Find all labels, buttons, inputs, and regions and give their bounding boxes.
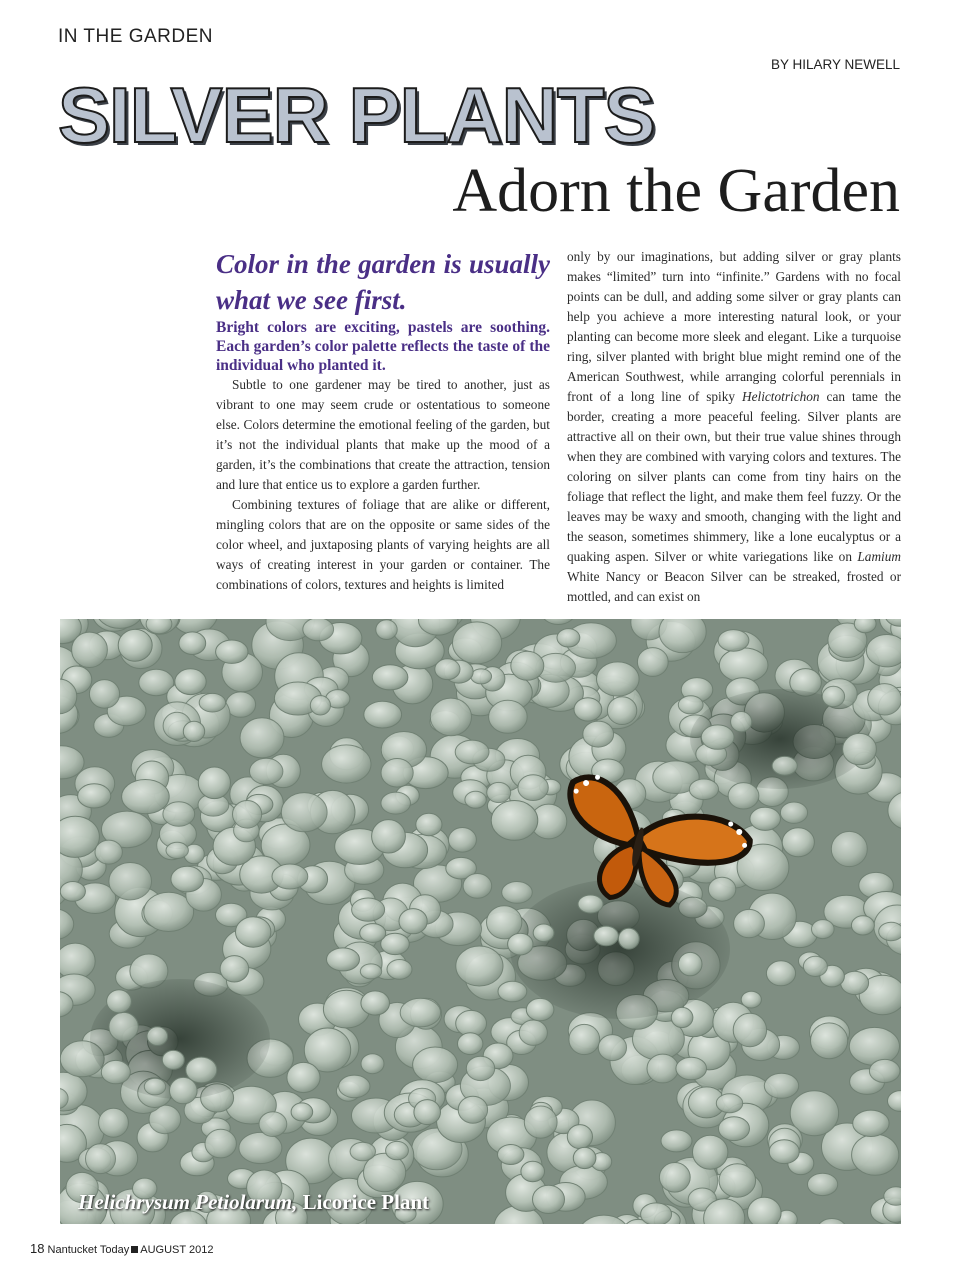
leaf (750, 807, 781, 830)
leaf (291, 1103, 313, 1121)
leaf (458, 1096, 487, 1123)
leaf (671, 1007, 693, 1027)
leaf (466, 1056, 494, 1080)
byline: BY HILARY NEWELL (770, 57, 900, 72)
leaf (769, 1140, 799, 1164)
leaf (583, 721, 614, 747)
leaf (89, 680, 119, 709)
issue-date: AUGUST 2012 (140, 1244, 214, 1256)
body-paragraph-3 (567, 247, 901, 607)
leaf (780, 802, 807, 823)
leaf (487, 782, 511, 802)
leaf (808, 1173, 838, 1195)
leaf (471, 669, 492, 684)
leaf (678, 696, 703, 714)
leaf (831, 831, 867, 866)
leaf (239, 1132, 282, 1163)
leaf (518, 775, 548, 801)
leaf (95, 840, 122, 864)
leaf (386, 1141, 409, 1159)
leaf (519, 1020, 547, 1045)
leaf (287, 1062, 320, 1092)
leaf (719, 648, 768, 682)
leaf (272, 864, 308, 889)
leaf (879, 922, 901, 940)
leaf (708, 877, 735, 901)
leaf (310, 696, 330, 715)
leaf (147, 1027, 168, 1046)
leaf (637, 648, 668, 677)
leaf (851, 916, 874, 935)
leaf (339, 1075, 370, 1098)
leaf (526, 998, 554, 1020)
page-footer (30, 1241, 213, 1256)
leaf (322, 745, 371, 783)
photo-caption (78, 1190, 429, 1215)
leaf (866, 635, 901, 667)
leaf (812, 920, 835, 939)
leaf (748, 1197, 782, 1224)
leaf (60, 882, 85, 902)
leaf (741, 991, 761, 1008)
leaf (678, 952, 702, 975)
leaf (511, 651, 544, 680)
article-column-left (216, 246, 550, 595)
leaf (360, 924, 386, 943)
leaf (350, 1142, 375, 1161)
leaf (718, 630, 749, 652)
leaf (364, 701, 402, 728)
leaf (491, 801, 538, 841)
leaf (236, 917, 271, 947)
leaf (524, 1106, 557, 1138)
leaf (489, 700, 528, 733)
leaf (719, 1117, 750, 1141)
leaf (463, 874, 492, 899)
leaf (233, 801, 262, 829)
plant-name-lamium: Lamium (857, 549, 901, 564)
leaf (607, 697, 636, 725)
leaf (455, 740, 489, 764)
leaf (456, 946, 503, 986)
leaf (766, 961, 795, 986)
leaf (578, 895, 603, 913)
leaf (166, 842, 188, 858)
leaf (597, 662, 640, 696)
body-paragraph-2: Combining textures of foliage that are alike or different, mingling colors that are on the opposite or same sides of the color wheel, and juxtaposing plants of varying heights are all ways of creating interest in your garden or container. The combinations of colors, textures and heights is limited (216, 497, 550, 592)
leaf (171, 866, 204, 892)
leaf (179, 632, 206, 655)
leaf (448, 828, 476, 853)
leaf (453, 622, 502, 664)
licorice-plant-image (60, 619, 901, 1224)
leaf (413, 1047, 458, 1083)
leaf (72, 632, 108, 667)
leaf (811, 1023, 848, 1059)
leaf (521, 1161, 545, 1181)
leaf (361, 991, 390, 1015)
plant-name-helictotrichon: Helictotrichon (742, 389, 820, 404)
leaf (220, 956, 249, 982)
leaf (360, 964, 381, 979)
leaf (183, 721, 204, 741)
leaf (259, 1112, 287, 1137)
leaf (734, 909, 765, 937)
leaf (465, 791, 486, 808)
leaf (281, 793, 327, 832)
leaf (122, 780, 170, 814)
leaf (175, 669, 206, 695)
leaf (498, 981, 527, 1002)
leaf (109, 1012, 138, 1041)
leaf (849, 1027, 899, 1065)
leaf (376, 620, 397, 640)
leaf (731, 712, 752, 732)
leaf (594, 926, 619, 946)
section-label: IN THE GARDEN (58, 26, 214, 47)
leaf (716, 1094, 742, 1113)
leaf (205, 1129, 236, 1158)
leaf (854, 619, 876, 633)
leaf (868, 684, 901, 715)
leaf (162, 1050, 184, 1069)
caption-scientific-name: Helichrysum Petiolarum, (78, 1190, 298, 1214)
leaf (361, 1054, 384, 1074)
leaf (661, 1130, 692, 1152)
leaf (400, 998, 440, 1027)
leaf (764, 1073, 798, 1098)
leaf (533, 924, 554, 942)
publication-name: Nantucket Today (47, 1244, 130, 1256)
body-text: White Nancy or Beacon Silver can be streaked, frosted or mottled, and can exist on (567, 569, 901, 604)
leaf (381, 792, 411, 814)
leaf (186, 1057, 217, 1083)
leaf (240, 718, 284, 758)
leaf (782, 828, 814, 857)
body-text: can tame the border, creating a more peaceful feeling. Silver plants are attractive all on their own, but their true value shines through when they are combined with varying colors and textures. The coloring on silver plants can come from tiny hairs on the foliage that reflect the light, and make them feel fuzzy. Or the leaves may be waxy and smooth, changing with the light and the season, sometimes shimmery, like a lone eucalyptus or a quaking aspen. Silver or white variegations like on (567, 389, 901, 564)
leaf (146, 619, 172, 634)
leaf (557, 629, 580, 647)
leaf (86, 1144, 116, 1174)
lede: Color in the garden is usually what we see first. (216, 249, 550, 315)
leaf (598, 1035, 626, 1061)
body-paragraph-1: Subtle to one gardener may be tired to another, just as vibrant to one may seem crude or ostentatious to someone else. Colors determine the emotional feeling of the garden, but it’s not the individual plants that make up the mood of a garden, it’s the combinations that create the attraction, tension and lure that entice us to explore a garden further. (216, 377, 550, 492)
leaf (733, 1013, 766, 1046)
leaf (199, 693, 225, 712)
leaf (458, 1033, 483, 1055)
leaf (573, 1147, 596, 1168)
square-bullet-icon (131, 1246, 138, 1253)
article-column-right (567, 247, 901, 607)
leaf (118, 629, 152, 661)
leaf (99, 1108, 129, 1137)
leaf (372, 820, 406, 853)
leaf (641, 1203, 672, 1224)
leaf (508, 933, 533, 955)
leaf (803, 956, 827, 976)
leaf (303, 619, 334, 641)
subhead: Adorn the Garden (452, 157, 900, 225)
leaf (101, 1060, 130, 1083)
leaf (250, 758, 283, 784)
leaf (78, 784, 111, 808)
leaf (198, 767, 230, 799)
leaf (399, 909, 427, 934)
leaf (567, 1125, 592, 1149)
leaf (502, 882, 533, 904)
leaf (372, 665, 408, 690)
leaf (163, 802, 195, 826)
leaf (352, 898, 385, 921)
leaf (327, 948, 360, 971)
headline: SILVER PLANTS (58, 71, 655, 159)
leaf (869, 1059, 900, 1082)
foliage-photo (60, 619, 901, 1224)
leaf (701, 725, 734, 749)
leaf (676, 1057, 707, 1080)
leaf (853, 1110, 889, 1136)
leaf (843, 733, 877, 764)
leaf (728, 783, 759, 809)
leaf (381, 759, 413, 788)
leaf (435, 659, 460, 680)
leaf (772, 756, 797, 775)
leaf (430, 698, 471, 736)
leaf (533, 1185, 565, 1213)
leaf (822, 686, 844, 706)
leaf (574, 698, 602, 721)
leaf (387, 960, 412, 980)
leaf (659, 1163, 690, 1193)
leaf (144, 1078, 165, 1095)
body-text: only by our imaginations, but adding silver or gray plants makes “limited” turn into “infinite.” Gardens with no focal points can be dull, and adding some silver or gray plants can help you achieve a more interesting natural look, or your planting can become more sleek and elegant. Like a turquoise ring, silver planted with bright blue might remind one of the American Southwest, while arranging colorful perennials in front of a long line of spiky (567, 249, 901, 404)
page-number: 18 (30, 1241, 45, 1256)
leaf (647, 1054, 678, 1083)
leaf (107, 990, 132, 1013)
leaf (689, 779, 718, 800)
leaf (498, 1145, 524, 1165)
leaf (852, 1134, 899, 1175)
leaf (618, 928, 639, 949)
caption-common-name: Licorice Plant (302, 1190, 430, 1214)
leaf (416, 813, 442, 835)
leaf (216, 640, 248, 663)
deck: Bright colors are exciting, pastels are soothing. Each garden’s color palette reflects the taste of the individual who planted it. (216, 319, 550, 374)
leaf (109, 863, 152, 900)
leaf (414, 1100, 441, 1125)
leaf (719, 1164, 756, 1197)
leaf (693, 1135, 728, 1169)
leaf (569, 1024, 600, 1054)
